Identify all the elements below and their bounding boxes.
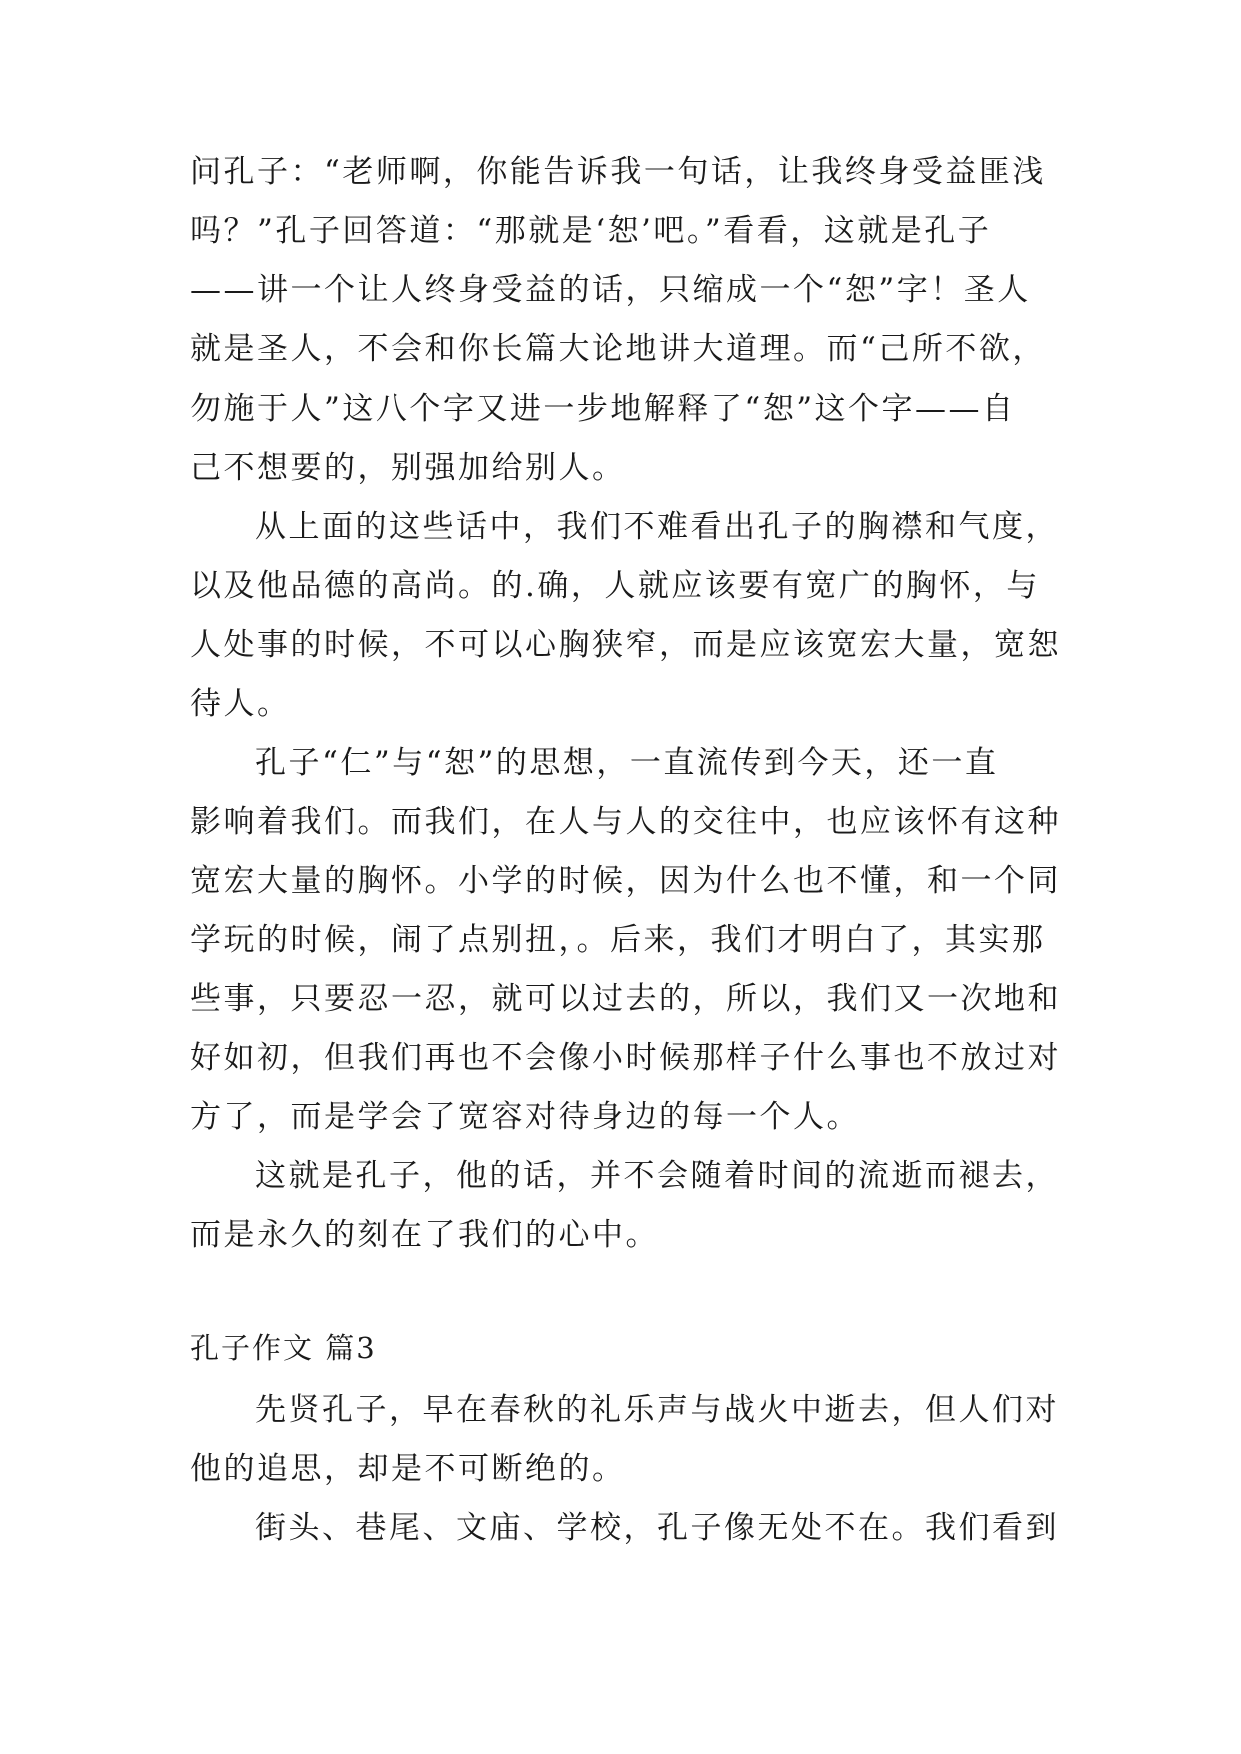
paragraph-line: 学玩的时候，闹了点别扭，。后来，我们才明白了，其实那 (190, 922, 1046, 958)
paragraph-line: 就是圣人，不会和你长篇大论地讲大道理。而“己所不欲， (190, 331, 1046, 367)
paragraph-line: 街头、巷尾、文庙、学校，孔子像无处不在。我们看到 (255, 1510, 1059, 1546)
paragraph-line: 好如初，但我们再也不会像小时候那样子什么事也不放过对 (190, 1040, 1061, 1076)
paragraph-line: 方了，而是学会了宽容对待身边的每一个人。 (190, 1099, 860, 1135)
paragraph-line: 些事，只要忍一忍，就可以过去的，所以，我们又一次地和 (190, 981, 1061, 1017)
paragraph-line: 他的追思，却是不可断绝的。 (190, 1451, 626, 1487)
paragraph-line: 问孔子：“老师啊，你能告诉我一句话，让我终身受益匪浅 (190, 154, 1046, 190)
paragraph-line: 影响着我们。而我们，在人与人的交往中，也应该怀有这种 (190, 804, 1061, 840)
paragraph-line: 己不想要的，别强加给别人。 (190, 450, 626, 486)
paragraph-line: 吗？”孔子回答道：“那就是‘恕’吧。”看看，这就是孔子 (190, 213, 992, 249)
paragraph-line: 宽宏大量的胸怀。小学的时候，因为什么也不懂，和一个同 (190, 863, 1061, 899)
paragraph-line: 勿施于人”这八个字又进一步地解释了“恕”这个字——自 (190, 391, 1016, 427)
paragraph-line: 待人。 (190, 686, 291, 722)
paragraph-line: 从上面的这些话中，我们不难看出孔子的胸襟和气度， (255, 509, 1059, 545)
paragraph-line: 孔子“仁”与“恕”的思想，一直流传到今天，还一直 (255, 745, 999, 781)
paragraph-line: 人处事的时候，不可以心胸狭窄，而是应该宽宏大量，宽恕 (190, 627, 1061, 663)
paragraph-line: 而是永久的刻在了我们的心中。 (190, 1217, 659, 1253)
paragraph-line: 先贤孔子，早在春秋的礼乐声与战火中逝去，但人们对 (255, 1392, 1059, 1428)
paragraph-line: 以及他品德的高尚。的.确，人就应该要有宽广的胸怀，与 (190, 568, 1040, 604)
paragraph-line: 这就是孔子，他的话，并不会随着时间的流逝而褪去， (255, 1158, 1059, 1194)
section-heading: 孔子作文 篇3 (190, 1331, 377, 1365)
paragraph-line: ——讲一个让人终身受益的话，只缩成一个“恕”字！圣人 (190, 272, 1031, 308)
